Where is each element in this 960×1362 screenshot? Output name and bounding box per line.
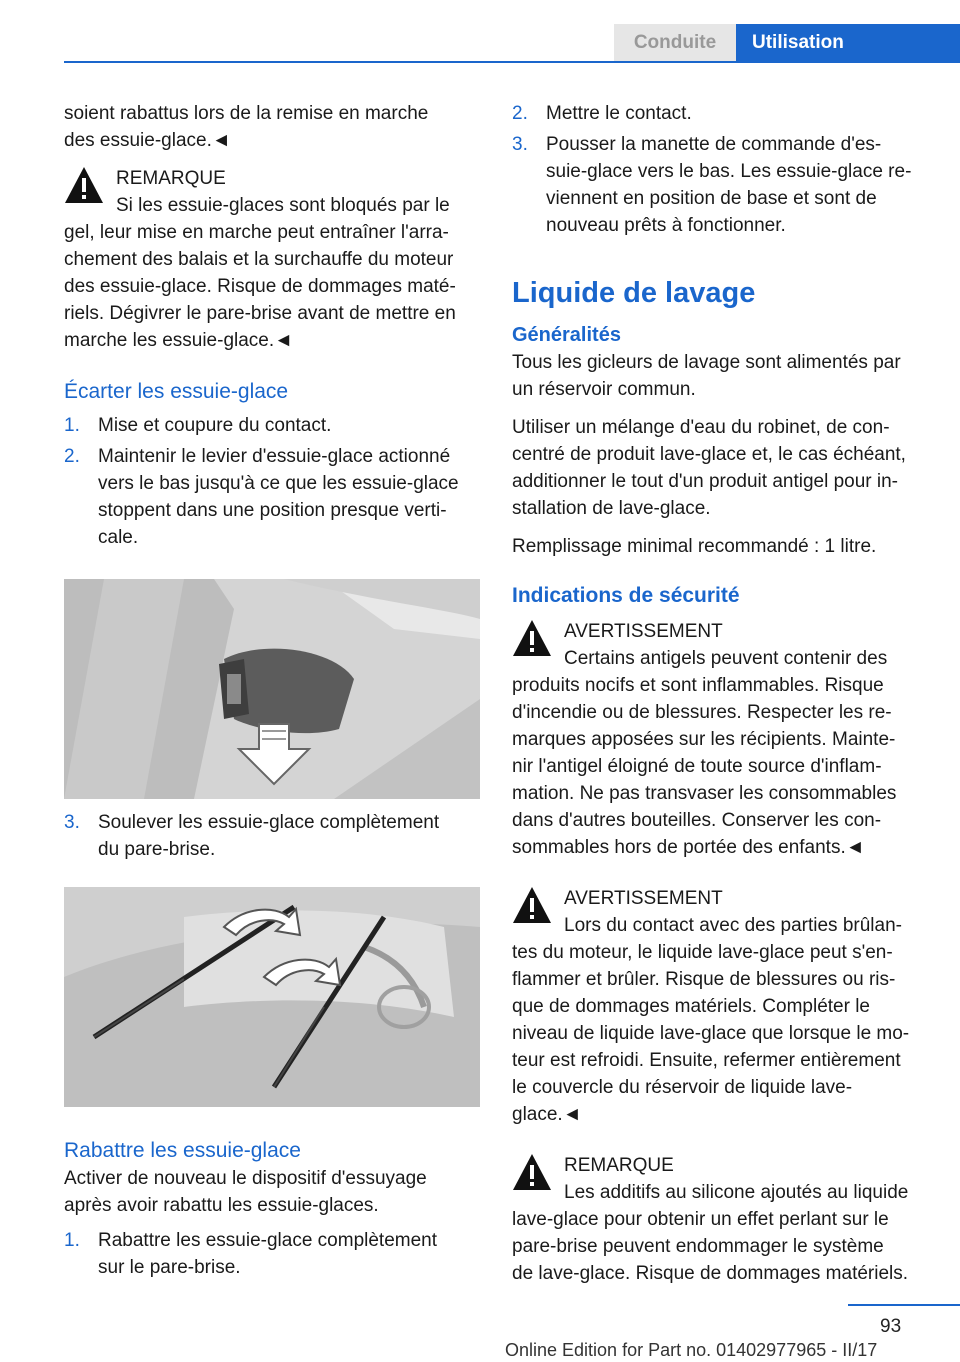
steps-ecarter-cont [64, 809, 480, 863]
note-line: marche les essuie-glace.◄ [64, 330, 293, 351]
header-tab-utilisation[interactable]: Utilisation [736, 24, 960, 61]
note-line: pare-brise peuvent endommager le système [512, 1236, 884, 1257]
wiper-lever-illustration [64, 579, 480, 799]
warning-line: sommables hors de portée des enfants.◄ [512, 837, 865, 858]
note-line: des essuie-glace. Risque de dommages maté- [64, 276, 456, 297]
note-title: REMARQUE [116, 168, 226, 189]
warning-triangle-icon [512, 1152, 552, 1192]
warning-title: AVERTISSEMENT [564, 621, 723, 642]
warning-line: Certains antigels peuvent contenir des [564, 648, 888, 669]
general-line: Tous les gicleurs de lavage sont alimentés par [512, 352, 901, 373]
note-line: chement des balais et la surchauffe du moteur [64, 249, 454, 270]
warning-line: Lors du contact avec des parties brûlan- [564, 915, 902, 936]
steps-rabattre [64, 1227, 480, 1281]
header-divider [64, 61, 960, 63]
warning-box [512, 618, 928, 861]
footer-divider [848, 1304, 960, 1306]
intro-line: soient rabattus lors de la remise en marche [64, 103, 429, 124]
warning-line: dans d'autres bouteilles. Conserver les con- [512, 810, 882, 831]
note-line: riels. Dégivrer le pare-brise avant de mettre en [64, 303, 456, 324]
subsection-title-generalites: Généralités [512, 324, 621, 346]
rabattre-line: Activer de nouveau le dispositif d'essuyage [64, 1168, 427, 1189]
section-title-rabattre: Rabattre les essuie-glace [64, 1139, 301, 1162]
note-box [64, 165, 480, 354]
warning-line: nir l'antigel éloigné de toute source d'inflam- [512, 756, 882, 777]
warning-line: flammer et brûler. Risque de blessures ou ris- [512, 969, 896, 990]
warning-line: niveau de liquide lave-glace que lorsque le mo- [512, 1023, 910, 1044]
general-line: centré de produit lave-glace et, le cas échéant, [512, 444, 906, 465]
wipers-lifted-illustration [64, 887, 480, 1107]
general-line: stallation de lave-glace. [512, 498, 711, 519]
left-column [64, 100, 480, 1285]
warning-line: tes du moteur, le liquide lave-glace peut s'en- [512, 942, 893, 963]
note-line: Si les essuie-glaces sont bloqués par le [116, 195, 450, 216]
section-title-ecarter: Écarter les essuie-glace [64, 380, 289, 403]
general-line: additionner le tout d'un produit antigel pour in- [512, 471, 899, 492]
note-line: Les additifs au silicone ajoutés au liquide [564, 1182, 909, 1203]
warning-line: le couvercle du réservoir de liquide lave- [512, 1077, 853, 1098]
note-box [512, 1152, 928, 1287]
note-line: lave-glace pour obtenir un effet perlant sur le [512, 1209, 889, 1230]
general-line: un réservoir commun. [512, 379, 696, 400]
note-line: de lave-glace. Risque de dommages matériels. [512, 1263, 909, 1284]
steps-continued [512, 100, 928, 239]
general-line: Remplissage minimal recommandé : 1 litre. [512, 536, 877, 557]
header-tab-conduite[interactable]: Conduite [614, 24, 736, 61]
warning-triangle-icon [64, 165, 104, 205]
warning-line: que de dommages matériels. Compléter le [512, 996, 871, 1017]
intro-line: des essuie-glace.◄ [64, 130, 231, 151]
steps-ecarter [64, 412, 480, 551]
warning-line: teur est refroidi. Ensuite, refermer entièrement [512, 1050, 901, 1071]
warning-line: marques apposées sur les récipients. Mainte- [512, 729, 896, 750]
warning-line: glace.◄ [512, 1104, 582, 1125]
step-item: 2. Maintenir le levier d'essuie-glace actionné vers le bas jusqu'à ce que les essuie-glace stoppent dans une position presque verti- cale. [64, 446, 459, 548]
warning-line: d'incendie ou de blessures. Respecter les re- [512, 702, 892, 723]
subsection-title-securite: Indications de sécurité [512, 584, 740, 607]
step-item: 2. Mettre le contact. [512, 103, 692, 124]
general-line: Utiliser un mélange d'eau du robinet, de con- [512, 417, 890, 438]
warning-title: AVERTISSEMENT [564, 888, 723, 909]
section-title-liquide: Liquide de lavage [512, 277, 756, 309]
note-line: gel, leur mise en marche peut entraîner l'arra- [64, 222, 449, 243]
warning-line: mation. Ne pas transvaser les consommables [512, 783, 897, 804]
note-title: REMARQUE [564, 1155, 674, 1176]
warning-triangle-icon [512, 618, 552, 658]
warning-box [512, 885, 928, 1128]
footer-edition: Online Edition for Part no. 01402977965 - II/17 [505, 1340, 878, 1360]
right-column [512, 100, 928, 1287]
warning-triangle-icon [512, 885, 552, 925]
rabattre-line: après avoir rabattu les essuie-glaces. [64, 1195, 379, 1216]
step-item: 1. Rabattre les essuie-glace complètement sur le pare-brise. [64, 1230, 438, 1278]
step-item: 1. Mise et coupure du contact. [64, 415, 332, 436]
page-number: 93 [880, 1316, 902, 1337]
step-item: 3. Soulever les essuie-glace complètement du pare-brise. [64, 812, 440, 860]
step-item: 3. Pousser la manette de commande d'es- suie-glace vers le bas. Les essuie-glace re- viennent en position de base et sont de nouveau prêts à fonctionner. [512, 134, 912, 236]
warning-line: produits nocifs et sont inflammables. Risque [512, 675, 884, 696]
